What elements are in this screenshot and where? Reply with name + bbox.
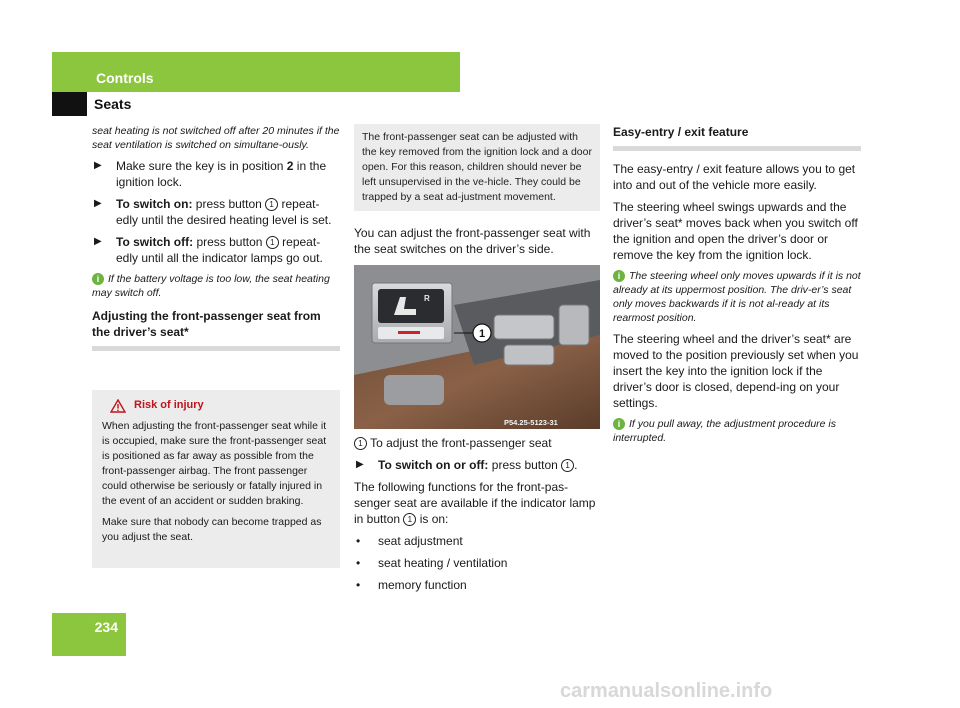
seat-switch-photo <box>354 265 600 429</box>
paragraph-seat-switches: You can adjust the front-passenger seat with the seat switches on the driver’s side. <box>354 226 591 256</box>
warning-triangle-icon <box>110 399 126 413</box>
step-switch-off: ▶ To switch off: press button 1 repeat-edly until all the indicator lamps go out. <box>94 235 323 265</box>
step-switch-on: ▶ To switch on: press button 1 repeat-edly until the desired heating level is set. <box>94 197 332 227</box>
button-number-icon: 1 <box>403 513 416 526</box>
bullet-icon: • <box>356 534 361 548</box>
page-number-box <box>52 613 126 656</box>
photo-caption: 1 To adjust the front-passenger seat <box>354 435 600 451</box>
info-icon: i <box>92 273 104 285</box>
bullet-icon: • <box>356 556 361 570</box>
info-icon: i <box>613 270 625 282</box>
info-note-interrupted: i If you pull away, the adjustment procedure is interrupted. <box>613 418 837 444</box>
arrow-icon: ▶ <box>94 198 102 209</box>
button-number-icon: 1 <box>354 437 367 450</box>
info-note-steering: i The steering wheel only moves upwards if it is not already at its uppermost position. The driv-er’s seat only moves backwards if it is not al-ready at its rearmost position. <box>613 270 861 324</box>
list-item: • seat adjustment <box>356 534 463 548</box>
chapter-title: Controls <box>96 70 154 86</box>
warning-text: When adjusting the front-passenger seat while it is occupied, make sure the front-passenger seat is positioned as far away as possible from the front-passenger airbag. The front passenger could otherwise be seriously or fatally injured in the event of an accident or sudden braking. <box>102 420 327 507</box>
list-item: • memory function <box>356 578 467 592</box>
arrow-icon: ▶ <box>356 459 364 470</box>
bullet-icon: • <box>356 578 361 592</box>
button-number-icon: 1 <box>561 459 574 472</box>
warning-text-2: Make sure that nobody can become trapped as you adjust the seat. <box>102 516 322 543</box>
paragraph-position: The steering wheel and the driver’s seat* are moved to the position previously set when you insert the key into the ignition lock if the driver’s door is closed, depend-ing on your settings. <box>613 332 859 410</box>
section-tab-marker <box>52 92 87 116</box>
warning-box <box>92 390 340 568</box>
column-middle <box>354 124 600 599</box>
svg-text:R: R <box>424 294 430 303</box>
note-box: The front-passenger seat can be adjusted with the key removed from the ignition lock and a door open. For this reason, children should never be left unsupervised in the ve-hicle. They could be trapped by a seat ad-justment movement. <box>354 124 600 211</box>
step-switch-on-off: ▶ To switch on or off: press button 1 . <box>356 458 578 472</box>
arrow-icon: ▶ <box>94 160 102 171</box>
column-right <box>613 124 861 451</box>
page-number: 234 <box>94 619 118 635</box>
column-left <box>92 124 340 351</box>
list-item: • seat heating / ventilation <box>356 556 508 570</box>
photo-code: P54.25-5123-31 <box>504 418 558 427</box>
arrow-icon: ▶ <box>94 236 102 247</box>
info-note-battery: i If the battery voltage is too low, the seat heating may switch off. <box>92 273 330 299</box>
watermark: carmanualsonline.info <box>560 680 773 702</box>
button-number-icon: 1 <box>265 198 278 211</box>
info-icon: i <box>613 418 625 430</box>
step-key-position: ▶ Make sure the key is in position 2 in the ignition lock. <box>94 159 327 189</box>
subhead-easy-entry: Easy-entry / exit feature <box>613 124 861 151</box>
intro-text: seat heating is not switched off after 20 minutes if the seat ventilation is switched on simultane-ously. <box>92 125 340 151</box>
paragraph-steering: The steering wheel swings upwards and the driver’s seat* moves back when you switch off the ignition and open the driver’s door or remove the key from the ignition lock. <box>613 200 858 262</box>
section-title: Seats <box>94 96 132 112</box>
paragraph-easy-entry: The easy-entry / exit feature allows you to get into and out of the vehicle more easily. <box>613 162 856 192</box>
photo-callout-number: 1 <box>479 328 486 340</box>
paragraph-functions: The following functions for the front-pas-senger seat are available if the indicator lamp in button 1 is on: <box>354 480 596 526</box>
button-number-icon: 1 <box>266 236 279 249</box>
warning-title: Risk of injury <box>134 399 204 411</box>
subhead-front-passenger: Adjusting the front-passenger seat from the driver’s seat* <box>92 308 340 351</box>
door-panel-illustration <box>354 265 600 429</box>
